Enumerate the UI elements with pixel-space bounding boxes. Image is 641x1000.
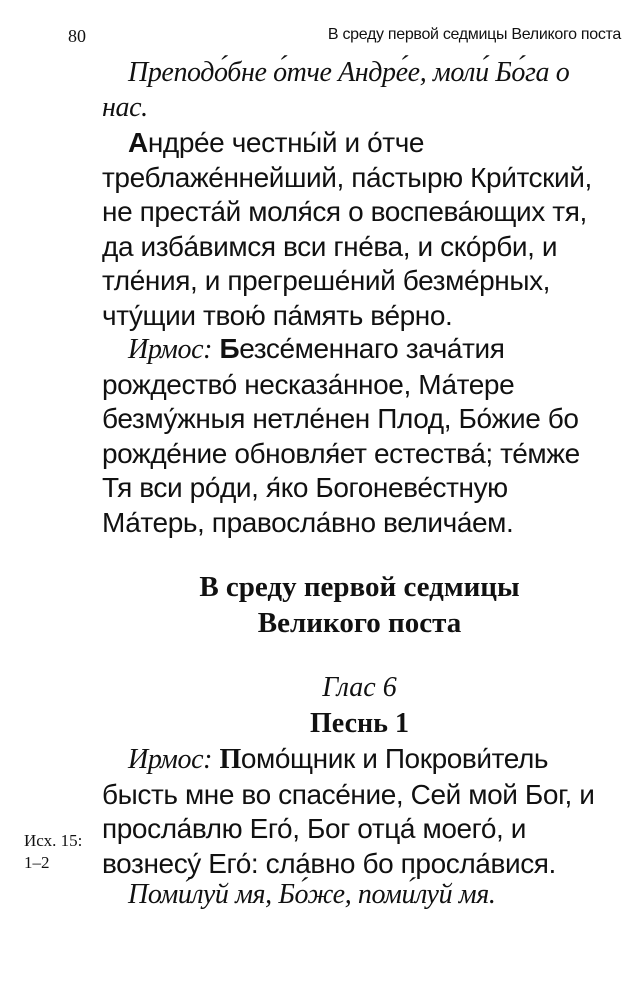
pesn-label: Песнь 1 <box>310 708 409 739</box>
page-number: 80 <box>68 26 86 46</box>
irmos-initial: П <box>219 744 241 775</box>
running-header: В среду первой седмицы Великого поста <box>327 26 621 43</box>
margin-reference-line2: 1–2 <box>24 853 50 872</box>
irmos-ode1 <box>102 742 617 881</box>
section-heading-line1: В среду первой седмицы <box>199 571 520 603</box>
glas-label: Глас 6 <box>322 672 397 703</box>
irmos-label: Ирмос: <box>128 744 213 775</box>
irmos-ode9 <box>102 332 617 540</box>
irmos-text: омо́щник и Покрови́тель бысть мне во спасе́ние, Сей мой Бог, и просла́влю Его́, Бог отца́ моего́, и вознесу́ Его́: сла́вно бо просла́вися. <box>102 743 595 879</box>
refrain-mercy: Поми́луй мя, Бо́же, поми́луй мя. <box>128 879 496 910</box>
irmos-text: езсе́меннаго зача́тия рождество́ несказа́нное, Ма́тере безму́жныя нетле́нен Плод, Бо́жие бо рожде́ние обновля́ет естества́; те́мже Тя вси ро́ди, я́ко Богоневе́стную Ма́терь, правосла́вно велича́ем. <box>102 333 580 538</box>
margin-reference <box>24 830 82 874</box>
troparion-andrew <box>102 126 617 333</box>
section-heading-line2: Великого поста <box>257 607 462 639</box>
margin-reference-line1: Исх. 15: <box>24 831 83 850</box>
troparion-text: ндре́е честны́й и о́тче треблаже́ннейший, па́стырю Кри́тский, не преста́й моля́ся о воспева́ющих тя, да избáвимся вси гне́ва, и ско́рби, и тле́ния, и прегреше́ний безме́рных, чту́щии твою́ па́мять ве́рно. <box>102 127 592 331</box>
irmos-label: Ирмос: <box>128 334 213 365</box>
refrain-andrew: Преподо́бне о́тче Андре́е, моли́ Бо́га о нас. <box>102 57 570 123</box>
irmos-initial: Б <box>219 333 240 364</box>
drop-initial: А <box>128 127 148 158</box>
